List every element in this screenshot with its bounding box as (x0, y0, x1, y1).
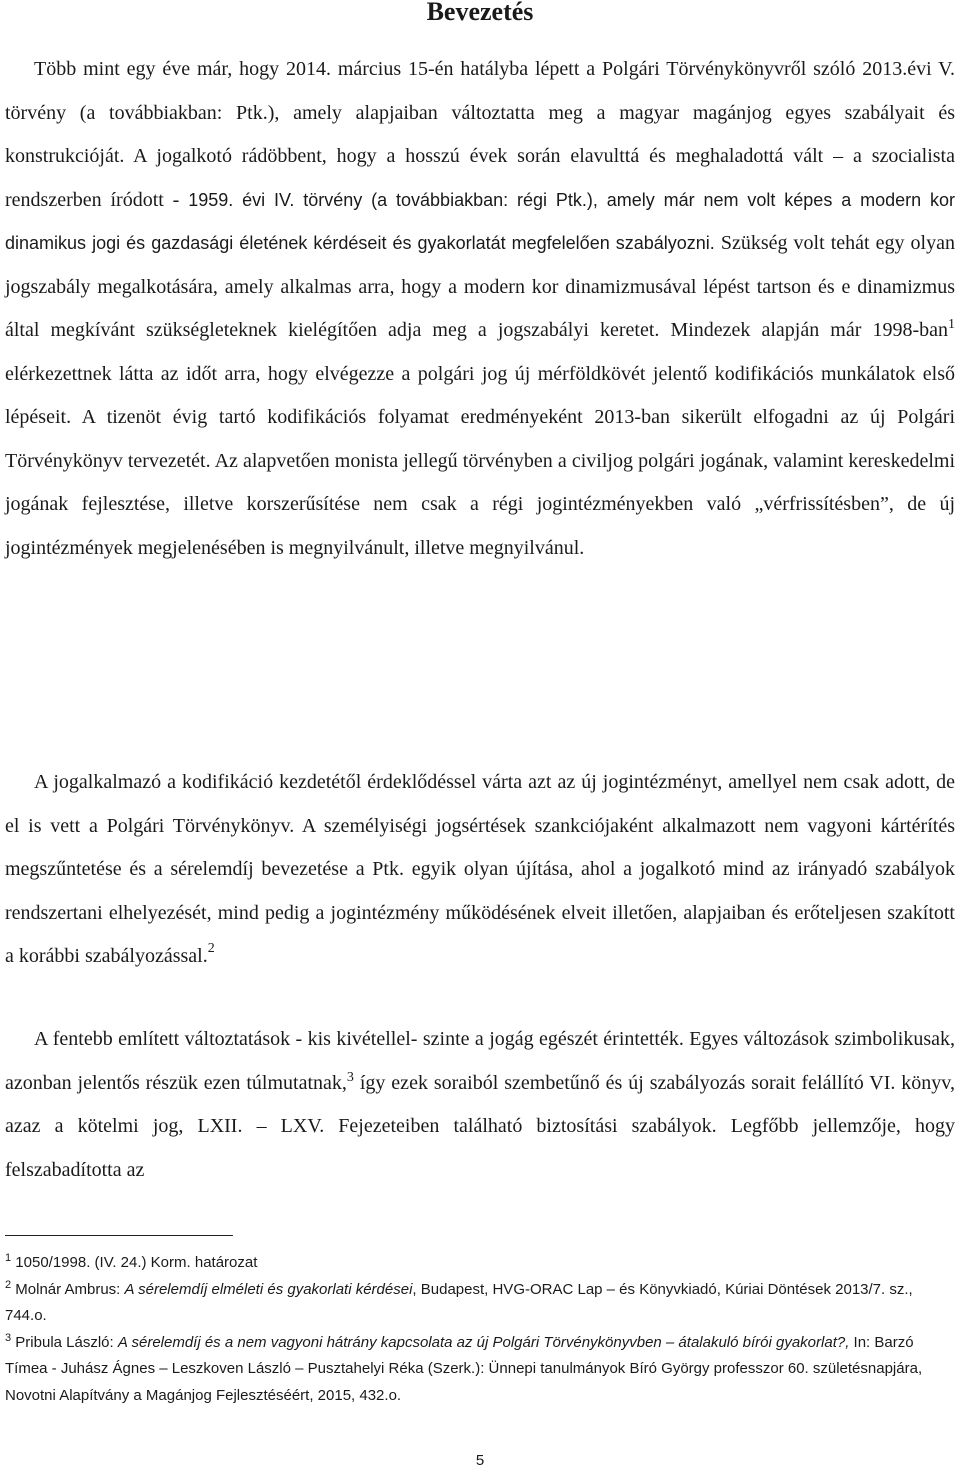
footnote-text: Molnár Ambrus: (15, 1280, 125, 1298)
paragraph-text-sans: 1959. évi IV. törvény (a továbbiakban: régi Ptk.), amely már nem volt képes a modern kor dinamikus jogi és gazdasági életének kérdéseit és gyakorlatát megfelelően szabályozni. (5, 189, 955, 253)
footnote-text: Pribula László: (15, 1333, 118, 1351)
paragraph-text: A fentebb említett változtatások - kis kivétellel- szinte a jogág egészét érintették. Egyes változások szimbolikusak, azonban jelentős részük ezen túlmutatnak, (5, 1028, 955, 1094)
footnote-text: In: Barzó Tímea - Juhász Ágnes – Leszkoven László – Pusztahelyi Réka (Szerk.): Ünnepi tanulmányok Bíró György professzor 60. születésnapjára, Novotni Alapítvány a Magánjog Fejlesztéséért, 2015, 432.o. (5, 1333, 923, 1404)
footnote-reference[interactable]: 3 (346, 1069, 354, 1085)
page-number: 5 (475, 1452, 485, 1469)
footnote-separator (5, 1235, 233, 1236)
paragraph-jogalkalmazo (5, 761, 955, 979)
paragraph-text: elérkezettnek látta az időt arra, hogy elvégezze a polgári jog új mérföldkövét jelentő kodifikációs munkálatok első lépéseit. A tizenöt évig tartó kodifikációs folyamat eredményeként 2013-ban sikerült elfogadni az új Polgári Törvénykönyv tervezetét. Az alapvetően monista jellegű törvényben a civiljog polgári jogának, valamint kereskedelmi jogának fejlesztése, illetve korszerűsítése nem csak a régi jogintézményekben való „vérfrissítésben”, de új jogintézmények megjelenésében is megnyilvánult, illetve megnyilvánul. (5, 362, 955, 559)
footnote-title: A sérelemdíj és a nem vagyoni hátrány kapcsolata az új Polgári Törvénykönyvben – átalakuló bírói gyakorlat?, (117, 1333, 850, 1351)
footnote-1 (5, 1250, 955, 1277)
footnote-reference[interactable]: 1 (948, 317, 955, 332)
paragraph-text: Több mint egy éve már, hogy 2014. március 15-én hatályba lépett a Polgári Törvénykönyvről szóló 2013.évi V. törvény (a továbbiakban: Ptk.), amely alapjaiban változtatta meg a magyar magánjog egyes szabályait és konstrukcióját. A jogalkotó rádöbbent, hogy a hosszú évek során elavulttá és meghaladottá vált – a szocialista rendszerben íródott - (5, 58, 955, 211)
footnotes (5, 1250, 955, 1409)
paragraph-text: A jogalkalmazó a kodifikáció kezdetétől érdeklődéssel várta azt az új jogintézményt, amellyel nem csak adott, de el is vett a Polgári Törvénykönyv. A személyiségi jogsértések szankciójaként alkalmazott nem vagyoni kártérítés megszűntetése és a sérelemdíj bevezetése a Ptk. egyik olyan újítása, ahol a jogalkotó mind az irányadó szabályok rendszertani elhelyezését, mind pedig a jogintézmény működésének elveit illetően, alapjaiban és erőteljesen szakított a korábbi szabályozással. (5, 771, 955, 967)
page-title: Bevezetés (426, 0, 534, 26)
footnote-number: 1 (5, 1252, 12, 1264)
footnote-3 (5, 1330, 955, 1410)
footnote-text: , Budapest, HVG-ORAC Lap – és Könyvkiadó, Kúriai Döntések 2013/7. sz., 744.o. (5, 1280, 913, 1324)
paragraph-text: így ezek soraiból szembetűnő és új szabályozás sorait felállító VI. könyv, azaz a kötelmi jog, LXII. – LXV. Fejezeteiben található biztosítási szabályok. Legfőbb jellemzője, hogy felszabadította az (5, 1071, 956, 1181)
footnote-number: 3 (5, 1331, 12, 1344)
footnote-reference[interactable]: 2 (207, 941, 215, 956)
footnote-text: 1050/1998. (IV. 24.) Korm. határozat (15, 1254, 258, 1271)
footnote-title: A sérelemdíj elméleti és gyakorlati kérdései (124, 1280, 413, 1298)
footnote-number: 2 (5, 1278, 12, 1291)
paragraph-valtoztatasok (5, 1018, 955, 1192)
paragraph-intro (5, 48, 955, 570)
footnote-2 (5, 1277, 955, 1330)
paragraph-text: Szükség volt tehát egy olyan jogszabály megalkotására, amely alkalmas arra, hogy a modern kor dinamizmusával lépést tartson és e dinamizmus által megkívánt szükségleteknek kielégítően adja meg a jogszabályi keretet. Mindezek alapján már 1998-ban (5, 232, 955, 341)
